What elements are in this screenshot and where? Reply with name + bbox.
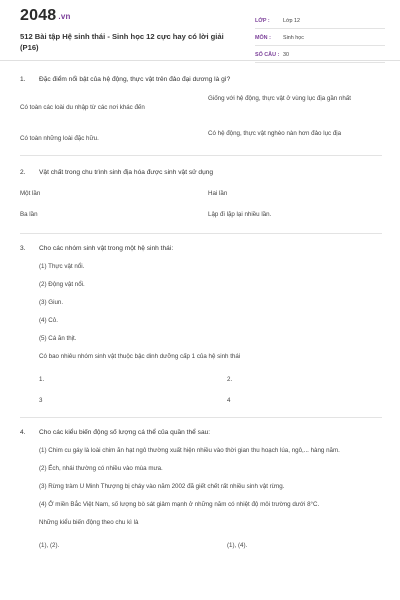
statement-item: (4) Cỏ. <box>39 317 58 324</box>
option-c[interactable]: 3 <box>39 397 43 404</box>
question-text: Vật chất trong chu trình sinh địa hóa được sinh vật sử dụng <box>39 169 214 176</box>
question-2-options <box>20 189 382 219</box>
question-list <box>20 75 382 550</box>
statement-item: (2) Ếch, nhái thường có nhiều vào mùa mưa. <box>39 465 163 472</box>
statement-item: (3) Rừng tràm U Minh Thượng bị cháy vào năm 2002 đã giết chết rất nhiều sinh vật rừng. <box>39 483 285 490</box>
question-4-options <box>39 541 382 550</box>
option-c[interactable]: Có toàn những loài đặc hữu. <box>20 135 99 142</box>
statement-item: (1) Chim cu gáy là loài chim ăn hạt ngô thường xuất hiện nhiều vào thời gian thu hoạch lúa, ngô,... hàng năm. <box>39 447 340 454</box>
option-d[interactable]: Có hệ động, thực vật nghèo nàn hơn đảo lục địa <box>208 130 342 137</box>
option-d[interactable]: 4 <box>227 397 231 404</box>
option-a[interactable]: (1), (2). <box>39 542 60 549</box>
statement-item: (3) Giun. <box>39 299 64 306</box>
meta-row-count <box>255 48 385 63</box>
document-title: 512 Bài tập Hệ sinh thái - Sinh học 12 cực hay có lời giải (P16) <box>20 32 224 52</box>
meta-value: Sinh học <box>283 35 304 41</box>
question-text: Cho các nhóm sinh vật trong một hệ sinh thái: <box>39 245 174 252</box>
question-number: 4. <box>20 429 26 436</box>
logo-number: 2048 <box>20 7 57 24</box>
statement-item: (4) Ở miền Bắc Việt Nam, số lượng bò sát giảm mạnh ở những năm có nhiệt độ môi trường dưới 8°C. <box>39 501 320 508</box>
option-b[interactable]: Hai lần <box>208 190 228 197</box>
option-a[interactable]: 1. <box>39 376 45 383</box>
question-number: 2. <box>20 169 26 176</box>
question-text: Đặc điểm nổi bật của hệ động, thực vật trên đảo đại dương là gì? <box>39 76 231 83</box>
question-1-options-2 <box>20 129 382 143</box>
question-4-text <box>20 428 382 437</box>
meta-row-subject <box>255 31 385 46</box>
question-3-text <box>20 244 382 253</box>
page-header <box>0 0 400 61</box>
meta-key: MÔN : <box>255 35 271 41</box>
document-meta <box>255 14 385 65</box>
question-number: 1. <box>20 76 26 83</box>
question-3-options <box>39 375 382 405</box>
divider <box>20 417 382 418</box>
meta-key: SỐ CÂU : <box>255 52 280 58</box>
option-b[interactable]: (1), (4). <box>227 542 248 549</box>
meta-row-class <box>255 14 385 29</box>
option-a[interactable]: Có toàn các loài du nhập từ các nơi khác đến <box>20 104 145 111</box>
option-b[interactable]: Giống với hệ động, thực vật ở vùng lục địa gần nhất <box>208 95 351 102</box>
meta-key: LỚP : <box>255 18 270 24</box>
option-a[interactable]: Một lần <box>20 190 41 197</box>
option-b[interactable]: 2. <box>227 376 233 383</box>
divider <box>20 233 382 234</box>
logo-suffix: .vn <box>58 12 71 21</box>
question-1-options <box>20 94 382 112</box>
question-prompt: Có bao nhiêu nhóm sinh vật thuộc bậc dinh dưỡng cấp 1 của hệ sinh thái <box>39 353 241 360</box>
option-d[interactable]: Lập đi lặp lại nhiều lần. <box>208 211 272 218</box>
statement-item: (1) Thực vật nổi. <box>39 263 85 270</box>
site-logo[interactable] <box>20 7 71 25</box>
question-1-text <box>20 75 382 84</box>
question-2-text <box>20 168 382 177</box>
option-c[interactable]: Ba lần <box>20 211 38 218</box>
question-prompt: Những kiểu biến động theo chu kì là <box>39 519 139 526</box>
statement-item: (5) Cá ăn thịt. <box>39 335 77 342</box>
question-number: 3. <box>20 245 26 252</box>
question-text: Cho các kiểu biến động số lượng cá thể của quần thể sau: <box>39 429 211 436</box>
statement-item: (2) Động vật nổi. <box>39 281 85 288</box>
meta-value: 30 <box>283 52 289 58</box>
meta-value: Lớp 12 <box>283 18 301 24</box>
divider <box>20 155 382 156</box>
